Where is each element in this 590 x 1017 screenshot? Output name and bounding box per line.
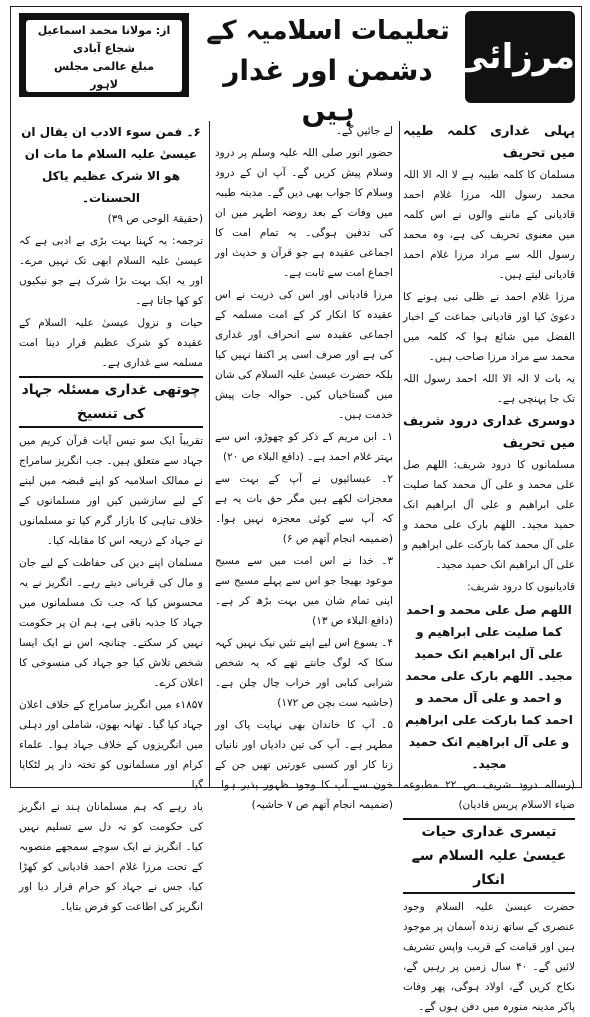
author-box [19, 13, 189, 97]
paragraph: ۱۸۵۷ء میں انگریز سامراج کے خلاف اعلان جہاد کیا گیا۔ تھانہ بھون، شاملی اور دہلی میں انگریزوں کے خلاف جہاد ہوا۔ علماء کرام اور مسلمانوں کو تختہ دار پر لٹکایا گیا۔ [19, 699, 203, 791]
paragraph: حیات و نزول عیسیٰ علیہ السلام کے عقیدہ کو شرک عظیم قرار دینا امت مسلمہ سے غداری ہے۔ [19, 317, 203, 369]
author-credit [26, 20, 182, 92]
column-left [19, 121, 203, 913]
paragraph: حضرت عیسیٰ علیہ السلام وجود عنصری کے ساتھ زندہ آسمان پر موجود ہیں اور قیامت کے قریب واپس تشریف لائیں گے۔ ۴۰ سال زمین پر رہیں گے، نکاح کریں گے، اولاد ہوگی، پھر وفات پاکر مدینہ منورہ میں دفن ہوں گے۔ [403, 901, 576, 1013]
paragraph: مسلمان اپنے دین کی حفاظت کے لیے جان و مال کی قربانی دیتے رہے۔ انگریز نے یہ محسوس کیا کہ جب تک مسلمانوں میں جہاد کا جذبہ باقی ہے، ہم ان پر حکومت نہیں کر سکتے۔ چنانچہ اس نے ایک ایسا شخص تلاش کیا جو جہاد کی منسوخی کا اعلان کرے۔ [19, 557, 203, 689]
arabic-text: ۶۔ فمن سوء الادب ان یقال ان عیسیٰ علیہ السلام ما مات ان ھو الا شرک عظیم یاکل الحسنات۔ [21, 125, 201, 205]
mirzai-logo: مرزائی [465, 11, 575, 103]
paragraph: یاد رہے کہ ہم مسلمانان ہند نے انگریز کی حکومت کو تہ دل سے تسلیم نہیں کیا۔ انگریز نے ایک سوچے سمجھے منصوبہ کے تحت مرزا غلام احمد قادیانی کو کھڑا کیا، جس نے جہاد کو حرام قرار دیا اور انگریز کی اطاعت کو فرض بتایا۔ [19, 801, 203, 913]
newspaper-page [10, 6, 582, 1013]
arabic-text: اللھم صل علی محمد و احمد کما صلیت علی ابراھیم و علی آل ابراھیم انک حمید مجید۔ اللھم بارک علی محمد و احمد و علی آل محمد و احمد کما بارکت علی ابراھیم و علی آل ابراھیم انک حمید مجید۔ [405, 603, 573, 771]
article-body [11, 121, 581, 1013]
quote-item: ۲۔ عیسائیوں نے آپ کے بہت سے معجزات لکھے ہیں مگر حق بات یہ ہے کہ آپ سے کوئی معجزہ نہیں ہوا۔ (ضمیمہ انجام آتھم ص ۶) [215, 473, 393, 545]
paragraph: مسلمانوں کا درود شریف: اللھم صل علی محمد و علی آل محمد کما صلیت علی ابراھیم و علی آل ابراھیم انک حمید مجید۔ اللھم بارک علی محمد و علی آل محمد کما بارکت علی ابراھیم و علی آل ابراھیم انک حمید مجید۔ [403, 459, 575, 571]
masthead [11, 7, 581, 127]
paragraph: مسلمان کا کلمہ طیبہ ہے لا الہ الا اللہ محمد رسول اللہ مرزا غلام احمد قادیانی کے ماننے والوں نے اس کلمہ میں معنوی تحریف کی ہے، وہ محمد رسول اللہ سے مراد مرزا غلام احمد قادیانی لیتے ہیں۔ [403, 169, 575, 281]
section-heading: چوتھی غداری مسئلہ جہاد کی تنسیخ [19, 376, 203, 428]
paragraph: مرزا قادیانی اور اس کی ذریت نے اس عقیدہ کا انکار کر کے امت مسلمہ کے اجماعی عقیدہ سے انحراف اور غداری کی ہے اور صرف اسی پر اکتفا نہیں کیا بلکہ حضرت عیسیٰ علیہ السلام کی شان میں گستاخیاں کیں۔ حوالہ جات پیش خدمت ہیں۔ [215, 289, 393, 421]
headline-line-2: دشمن اور غدار ہیں [223, 54, 433, 127]
headline-line-1: تعلیمات اسلامیہ کے [206, 16, 450, 46]
paragraph: ترجمہ: یہ کہنا بہت بڑی بے ادبی ہے کہ عیسیٰ علیہ السلام ابھی تک نہیں مرے۔ اور یہ ایک بہت بڑا شرک ہے جو نیکیوں کو کھا جاتا ہے۔ [19, 235, 203, 307]
quote-item: ۵۔ آپ کا خاندان بھی نہایت پاک اور مطہر ہے۔ آپ کی تین دادیاں اور نانیاں زنا کار اور کسبی عورتیں تھیں جن کے خون سے آپ کا وجود ظہور پذیر ہوا۔ (ضمیمہ انجام آتھم ص ۷ حاشیہ) [215, 719, 393, 811]
paragraph: یہ بات لا الہ الا اللہ احمد رسول اللہ تک جا پہنچی ہے۔ [403, 373, 575, 405]
quote-item: ۳۔ خدا نے اس امت میں سے مسیح موعود بھیجا جو اس سے پہلے مسیح سے اپنی تمام شان میں بہت بڑھ کر ہے۔ (دافع البلاء ص ۱۳) [215, 555, 393, 627]
citation: (رسالہ درود شریف ص ۲۲ مطبوعہ ضیاء الاسلام پریس قادیان) [403, 779, 575, 811]
section-heading: پہلی غداری کلمہ طیبہ میں تحریف [403, 124, 575, 161]
citation: (حقیقۃ الوحی ص ۳۹) [107, 213, 203, 225]
paragraph: تقریباً ایک سو تیس آیات قرآن کریم میں جہاد سے متعلق ہیں۔ جب انگریز سامراج نے ممالک اسلامیہ کو اپنے قبضہ میں لینے کے لیے سازشیں کیں اور مسلمانوں کے خلاف تباہی کا بازار گرم کیا تو مسلمانوں نے جہاد کے ذریعہ اس کا مقابلہ کیا۔ [19, 435, 203, 547]
paragraph: قادیانیوں کا درود شریف: [467, 581, 575, 593]
author-name: از: مولانا محمد اسماعیل شجاع آبادی [37, 24, 171, 55]
paragraph: مرزا غلام احمد نے ظلی نبی ہونے کا دعویٰ کیا اور قادیانی جماعت کے اخبار الفضل میں شائع ہوا کہ کلمہ میں محمد سے مراد مرزا صاحب ہیں۔ [403, 291, 575, 363]
author-city: لاہور [90, 78, 118, 91]
column-divider [399, 121, 400, 787]
column-right [403, 121, 576, 1013]
quote-item: ۱۔ ابن مریم کے ذکر کو چھوڑو، اس سے بہتر غلام احمد ہے۔ (دافع البلاء ص ۲۰) [215, 431, 393, 463]
column-middle [215, 121, 393, 811]
paragraph: حضور انور صلی اللہ علیہ وسلم پر درود وسلام پیش کریں گے۔ آپ ان کے درود وسلام کا جواب بھی دیں گے۔ مدینہ طیبہ میں وفات کے بعد روضہ اطہر میں ان کی تدفین ہوگی۔ یہ تمام امت کا اجماعی عقیدہ ہے جو قرآن و حدیث اور اجماع امت سے ثابت ہے۔ [215, 147, 393, 279]
author-role: مبلغ عالمی مجلس [53, 60, 155, 73]
section-heading: دوسری غداری درود شریف میں تحریف [403, 414, 575, 451]
quote-item: ۴۔ یسوع اس لیے اپنے تئیں نیک نہیں کہہ سکا کہ لوگ جانتے تھے کہ یہ شخص شرابی کبابی اور خراب چال چلن ہے۔ (حاشیہ ست بچن ص ۱۷۲) [215, 637, 393, 709]
headline [203, 11, 453, 131]
column-divider [209, 121, 210, 787]
section-heading: تیسری غداری حیات عیسیٰ علیہ السلام سے انکار [403, 818, 575, 894]
paragraph: لے جائیں گے۔ [335, 125, 393, 137]
